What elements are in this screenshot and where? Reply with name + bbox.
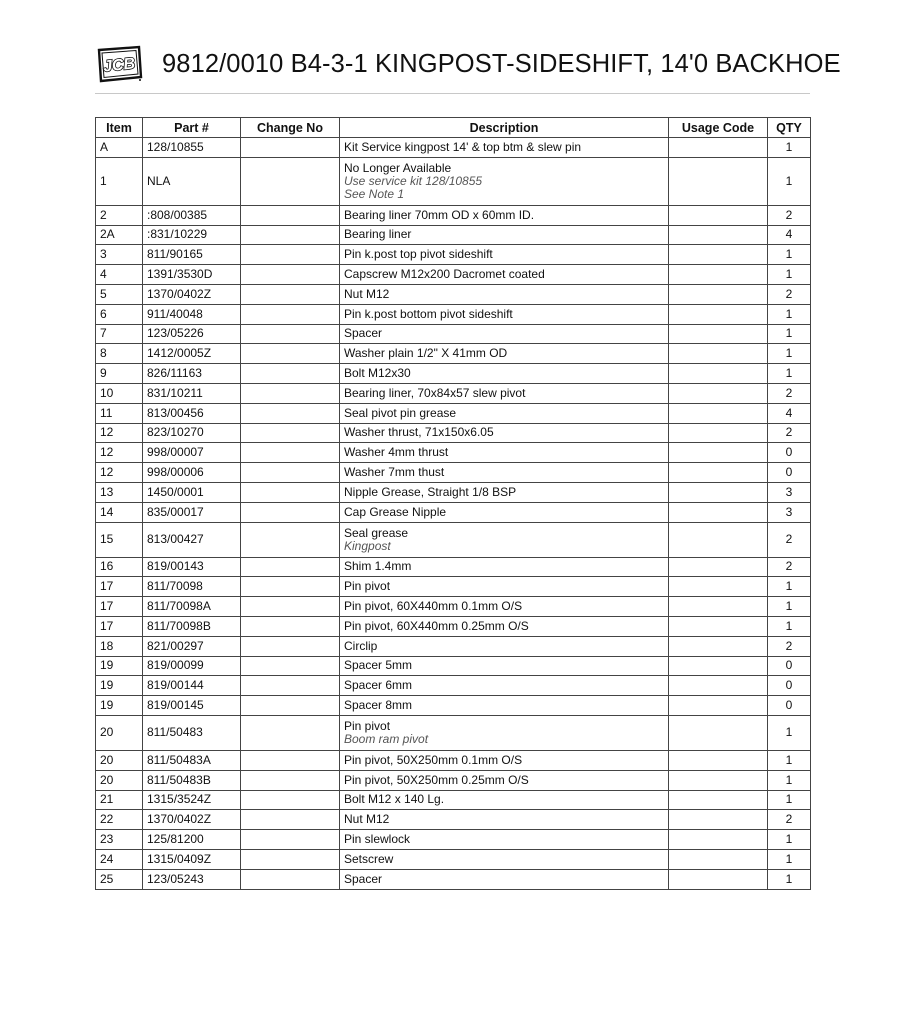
cell-item: 16 xyxy=(96,557,143,577)
cell-qty: 1 xyxy=(768,715,811,750)
cell-part-number: 911/40048 xyxy=(143,304,241,324)
cell-qty: 1 xyxy=(768,790,811,810)
table-row xyxy=(96,482,811,502)
cell-change-no xyxy=(241,656,340,676)
cell-part-number: 1391/3530D xyxy=(143,265,241,285)
page-title: 9812/0010 B4-3-1 KINGPOST-SIDESHIFT, 14'0 BACKHOE xyxy=(162,50,841,78)
cell-part-number: 125/81200 xyxy=(143,830,241,850)
cell-usage-code xyxy=(669,265,768,285)
cell-part-number: 811/90165 xyxy=(143,245,241,265)
parts-table-body xyxy=(96,138,811,890)
cell-usage-code xyxy=(669,463,768,483)
cell-item: 9 xyxy=(96,364,143,384)
description-text: Seal grease xyxy=(344,525,409,540)
description-text: Capscrew M12x200 Dacromet coated xyxy=(344,267,545,282)
cell-item: 1 xyxy=(96,157,143,205)
cell-item: 7 xyxy=(96,324,143,344)
table-header-row xyxy=(96,118,811,138)
cell-item: 15 xyxy=(96,522,143,557)
cell-item: 17 xyxy=(96,577,143,597)
table-row xyxy=(96,463,811,483)
cell-change-no xyxy=(241,443,340,463)
cell-description xyxy=(340,502,669,522)
description-text: Pin pivot, 60X440mm 0.1mm O/S xyxy=(344,599,523,614)
cell-description xyxy=(340,225,669,245)
table-row xyxy=(96,157,811,205)
cell-item: 24 xyxy=(96,849,143,869)
cell-usage-code xyxy=(669,403,768,423)
cell-item: 22 xyxy=(96,810,143,830)
cell-qty: 3 xyxy=(768,502,811,522)
cell-item: 2 xyxy=(96,205,143,225)
cell-description xyxy=(340,344,669,364)
cell-change-no xyxy=(241,157,340,205)
table-row xyxy=(96,676,811,696)
cell-description xyxy=(340,830,669,850)
cell-qty: 1 xyxy=(768,138,811,158)
cell-qty: 2 xyxy=(768,284,811,304)
cell-change-no xyxy=(241,324,340,344)
cell-description xyxy=(340,482,669,502)
cell-qty: 1 xyxy=(768,324,811,344)
table-row xyxy=(96,284,811,304)
cell-usage-code xyxy=(669,557,768,577)
cell-description xyxy=(340,656,669,676)
cell-qty: 4 xyxy=(768,225,811,245)
cell-item: 2A xyxy=(96,225,143,245)
description-text: Circlip xyxy=(344,638,378,653)
cell-usage-code xyxy=(669,696,768,716)
cell-part-number: 821/00297 xyxy=(143,636,241,656)
parts-table xyxy=(95,117,811,890)
cell-part-number: 1450/0001 xyxy=(143,482,241,502)
description-text: Setscrew xyxy=(344,851,394,866)
cell-change-no xyxy=(241,284,340,304)
table-row xyxy=(96,324,811,344)
cell-part-number: 123/05243 xyxy=(143,869,241,889)
cell-item: 23 xyxy=(96,830,143,850)
description-text: Washer thrust, 71x150x6.05 xyxy=(344,425,494,440)
cell-usage-code xyxy=(669,364,768,384)
page-header xyxy=(95,44,841,94)
table-row xyxy=(96,715,811,750)
cell-usage-code xyxy=(669,157,768,205)
cell-qty: 1 xyxy=(768,265,811,285)
cell-qty: 2 xyxy=(768,636,811,656)
cell-item: 18 xyxy=(96,636,143,656)
table-row xyxy=(96,696,811,716)
cell-part-number: :831/10229 xyxy=(143,225,241,245)
cell-item: 6 xyxy=(96,304,143,324)
cell-item: 3 xyxy=(96,245,143,265)
cell-description xyxy=(340,265,669,285)
cell-qty: 1 xyxy=(768,304,811,324)
cell-item: 20 xyxy=(96,715,143,750)
column-header-usage-code: Usage Code xyxy=(669,118,768,138)
logo-text: JCB xyxy=(102,55,136,76)
cell-qty: 1 xyxy=(768,830,811,850)
table-row xyxy=(96,770,811,790)
cell-usage-code xyxy=(669,225,768,245)
cell-usage-code xyxy=(669,715,768,750)
cell-change-no xyxy=(241,830,340,850)
description-text: Nut M12 xyxy=(344,812,390,827)
cell-change-no xyxy=(241,869,340,889)
cell-item: 5 xyxy=(96,284,143,304)
cell-qty: 3 xyxy=(768,482,811,502)
description-text: Spacer xyxy=(344,871,383,886)
description-text: Washer 4mm thrust xyxy=(344,445,449,460)
cell-part-number: 813/00456 xyxy=(143,403,241,423)
cell-usage-code xyxy=(669,869,768,889)
cell-change-no xyxy=(241,616,340,636)
table-row xyxy=(96,265,811,285)
cell-description xyxy=(340,522,669,557)
cell-change-no xyxy=(241,790,340,810)
description-text: Nut M12 xyxy=(344,286,390,301)
cell-usage-code xyxy=(669,750,768,770)
cell-change-no xyxy=(241,696,340,716)
cell-description xyxy=(340,138,669,158)
cell-description xyxy=(340,304,669,324)
cell-change-no xyxy=(241,245,340,265)
description-text: Seal pivot pin grease xyxy=(344,405,457,420)
table-row xyxy=(96,403,811,423)
cell-usage-code xyxy=(669,770,768,790)
cell-change-no xyxy=(241,557,340,577)
description-text: Pin k.post top pivot sideshift xyxy=(344,247,493,262)
cell-change-no xyxy=(241,304,340,324)
cell-description xyxy=(340,443,669,463)
cell-qty: 2 xyxy=(768,557,811,577)
cell-part-number: 811/50483B xyxy=(143,770,241,790)
cell-qty: 1 xyxy=(768,869,811,889)
cell-part-number: 1412/0005Z xyxy=(143,344,241,364)
cell-part-number: 819/00099 xyxy=(143,656,241,676)
table-row xyxy=(96,423,811,443)
cell-change-no xyxy=(241,770,340,790)
cell-usage-code xyxy=(669,284,768,304)
cell-description xyxy=(340,849,669,869)
cell-part-number: 1315/3524Z xyxy=(143,790,241,810)
description-note: See Note 1 xyxy=(344,186,405,201)
description-text: Pin pivot, 50X250mm 0.1mm O/S xyxy=(344,752,523,767)
table-row xyxy=(96,636,811,656)
cell-item: 17 xyxy=(96,597,143,617)
cell-description xyxy=(340,423,669,443)
cell-description xyxy=(340,284,669,304)
table-row xyxy=(96,577,811,597)
table-row xyxy=(96,443,811,463)
description-text: Bearing liner 70mm OD x 60mm ID. xyxy=(344,207,535,222)
cell-qty: 0 xyxy=(768,696,811,716)
cell-change-no xyxy=(241,849,340,869)
cell-description xyxy=(340,383,669,403)
cell-part-number: 813/00427 xyxy=(143,522,241,557)
table-row xyxy=(96,383,811,403)
cell-usage-code xyxy=(669,423,768,443)
table-row xyxy=(96,502,811,522)
cell-qty: 1 xyxy=(768,750,811,770)
cell-item: 12 xyxy=(96,463,143,483)
cell-qty: 1 xyxy=(768,364,811,384)
cell-part-number: 1315/0409Z xyxy=(143,849,241,869)
cell-part-number: 811/50483A xyxy=(143,750,241,770)
cell-qty: 4 xyxy=(768,403,811,423)
cell-part-number: 811/70098A xyxy=(143,597,241,617)
description-text: Pin slewlock xyxy=(344,832,411,846)
table-row xyxy=(96,616,811,636)
cell-description xyxy=(340,245,669,265)
header-divider xyxy=(95,93,810,94)
column-header-part: Part # xyxy=(143,118,241,138)
cell-description xyxy=(340,557,669,577)
cell-usage-code xyxy=(669,443,768,463)
description-text: Shim 1.4mm xyxy=(344,559,412,574)
cell-item: A xyxy=(96,138,143,158)
cell-item: 13 xyxy=(96,482,143,502)
cell-item: 19 xyxy=(96,656,143,676)
cell-item: 10 xyxy=(96,383,143,403)
cell-change-no xyxy=(241,383,340,403)
cell-usage-code xyxy=(669,656,768,676)
cell-usage-code xyxy=(669,830,768,850)
cell-qty: 2 xyxy=(768,522,811,557)
table-row xyxy=(96,225,811,245)
column-header-qty: QTY xyxy=(768,118,811,138)
table-row xyxy=(96,205,811,225)
cell-change-no xyxy=(241,522,340,557)
cell-description xyxy=(340,403,669,423)
cell-qty: 1 xyxy=(768,597,811,617)
cell-usage-code xyxy=(669,577,768,597)
description-text: Bolt M12 x 140 Lg. xyxy=(344,792,445,807)
cell-part-number: 1370/0402Z xyxy=(143,810,241,830)
cell-change-no xyxy=(241,403,340,423)
cell-part-number: 123/05226 xyxy=(143,324,241,344)
cell-part-number: NLA xyxy=(143,157,241,205)
cell-qty: 1 xyxy=(768,770,811,790)
cell-usage-code xyxy=(669,597,768,617)
cell-qty: 1 xyxy=(768,344,811,364)
cell-usage-code xyxy=(669,502,768,522)
table-row xyxy=(96,656,811,676)
cell-change-no xyxy=(241,482,340,502)
cell-item: 14 xyxy=(96,502,143,522)
cell-change-no xyxy=(241,138,340,158)
description-text: Bolt M12x30 xyxy=(344,366,411,381)
description-text: Pin pivot, 60X440mm 0.25mm O/S xyxy=(344,618,529,633)
cell-change-no xyxy=(241,364,340,384)
cell-description xyxy=(340,205,669,225)
cell-description xyxy=(340,696,669,716)
cell-part-number: 998/00006 xyxy=(143,463,241,483)
cell-qty: 2 xyxy=(768,383,811,403)
cell-usage-code xyxy=(669,790,768,810)
cell-item: 8 xyxy=(96,344,143,364)
cell-part-number: 811/70098B xyxy=(143,616,241,636)
cell-change-no xyxy=(241,344,340,364)
table-row xyxy=(96,557,811,577)
table-row xyxy=(96,344,811,364)
cell-qty: 0 xyxy=(768,443,811,463)
cell-item: 4 xyxy=(96,265,143,285)
cell-part-number: 819/00143 xyxy=(143,557,241,577)
cell-item: 12 xyxy=(96,423,143,443)
description-note: Boom ram pivot xyxy=(344,731,429,746)
cell-qty: 0 xyxy=(768,656,811,676)
cell-description xyxy=(340,616,669,636)
description-text: Washer 7mm thust xyxy=(344,465,445,480)
cell-qty: 2 xyxy=(768,205,811,225)
cell-part-number: 823/10270 xyxy=(143,423,241,443)
description-text: Spacer 8mm xyxy=(344,698,413,713)
description-text: Spacer 6mm xyxy=(344,678,413,693)
cell-description xyxy=(340,715,669,750)
description-text: Pin k.post bottom pivot sideshift xyxy=(344,306,513,321)
table-row xyxy=(96,304,811,324)
cell-item: 21 xyxy=(96,790,143,810)
cell-item: 20 xyxy=(96,750,143,770)
cell-change-no xyxy=(241,423,340,443)
cell-change-no xyxy=(241,750,340,770)
column-header-change-no: Change No xyxy=(241,118,340,138)
cell-description xyxy=(340,770,669,790)
cell-part-number: 831/10211 xyxy=(143,383,241,403)
table-row xyxy=(96,597,811,617)
description-text: Pin pivot xyxy=(344,718,391,733)
table-row xyxy=(96,790,811,810)
cell-description xyxy=(340,636,669,656)
description-text: Cap Grease Nipple xyxy=(344,504,447,519)
column-header-description: Description xyxy=(340,118,669,138)
cell-usage-code xyxy=(669,616,768,636)
description-text: Pin pivot xyxy=(344,579,391,594)
cell-qty: 1 xyxy=(768,849,811,869)
cell-usage-code xyxy=(669,344,768,364)
cell-usage-code xyxy=(669,849,768,869)
cell-part-number: :808/00385 xyxy=(143,205,241,225)
cell-part-number: 998/00007 xyxy=(143,443,241,463)
cell-usage-code xyxy=(669,324,768,344)
table-row xyxy=(96,364,811,384)
cell-change-no xyxy=(241,810,340,830)
cell-usage-code xyxy=(669,304,768,324)
cell-usage-code xyxy=(669,383,768,403)
table-row xyxy=(96,750,811,770)
cell-description xyxy=(340,157,669,205)
description-text: No Longer Available xyxy=(344,160,452,175)
cell-description xyxy=(340,676,669,696)
cell-change-no xyxy=(241,205,340,225)
cell-usage-code xyxy=(669,205,768,225)
cell-qty: 1 xyxy=(768,245,811,265)
cell-description xyxy=(340,790,669,810)
cell-change-no xyxy=(241,577,340,597)
cell-qty: 0 xyxy=(768,463,811,483)
table-row xyxy=(96,522,811,557)
description-text: Nipple Grease, Straight 1/8 BSP xyxy=(344,484,517,499)
cell-change-no xyxy=(241,225,340,245)
cell-usage-code xyxy=(669,138,768,158)
cell-usage-code xyxy=(669,636,768,656)
cell-description xyxy=(340,577,669,597)
cell-part-number: 1370/0402Z xyxy=(143,284,241,304)
cell-part-number: 819/00144 xyxy=(143,676,241,696)
cell-usage-code xyxy=(669,676,768,696)
cell-qty: 2 xyxy=(768,423,811,443)
cell-description xyxy=(340,597,669,617)
cell-part-number: 811/50483 xyxy=(143,715,241,750)
description-text: Spacer 5mm xyxy=(344,658,413,673)
cell-change-no xyxy=(241,265,340,285)
cell-item: 25 xyxy=(96,869,143,889)
jcb-logo xyxy=(95,44,143,84)
cell-description xyxy=(340,869,669,889)
cell-qty: 1 xyxy=(768,577,811,597)
cell-change-no xyxy=(241,502,340,522)
cell-part-number: 819/00145 xyxy=(143,696,241,716)
cell-item: 17 xyxy=(96,616,143,636)
cell-description xyxy=(340,810,669,830)
description-text: Pin pivot, 50X250mm 0.25mm O/S xyxy=(344,772,529,787)
table-row xyxy=(96,138,811,158)
description-text: Washer plain 1/2" X 41mm OD xyxy=(344,346,508,361)
table-row xyxy=(96,245,811,265)
cell-part-number: 835/00017 xyxy=(143,502,241,522)
description-text: Kit Service kingpost 14' & top btm & slew pin xyxy=(344,139,582,154)
cell-description xyxy=(340,750,669,770)
cell-item: 12 xyxy=(96,443,143,463)
cell-change-no xyxy=(241,676,340,696)
table-row xyxy=(96,849,811,869)
cell-part-number: 826/11163 xyxy=(143,364,241,384)
cell-usage-code xyxy=(669,482,768,502)
cell-description xyxy=(340,364,669,384)
column-header-item: Item xyxy=(96,118,143,138)
cell-item: 20 xyxy=(96,770,143,790)
cell-part-number: 811/70098 xyxy=(143,577,241,597)
cell-change-no xyxy=(241,597,340,617)
description-text: Bearing liner xyxy=(344,227,412,242)
cell-usage-code xyxy=(669,245,768,265)
cell-qty: 2 xyxy=(768,810,811,830)
cell-description xyxy=(340,324,669,344)
cell-part-number: 128/10855 xyxy=(143,138,241,158)
cell-item: 19 xyxy=(96,696,143,716)
cell-change-no xyxy=(241,463,340,483)
cell-item: 11 xyxy=(96,403,143,423)
description-note: Kingpost xyxy=(344,538,391,553)
table-row xyxy=(96,810,811,830)
cell-qty: 1 xyxy=(768,616,811,636)
cell-qty: 1 xyxy=(768,157,811,205)
cell-item: 19 xyxy=(96,676,143,696)
cell-change-no xyxy=(241,636,340,656)
description-text: Spacer xyxy=(344,326,383,341)
cell-qty: 0 xyxy=(768,676,811,696)
cell-usage-code xyxy=(669,522,768,557)
table-row xyxy=(96,830,811,850)
table-row xyxy=(96,869,811,889)
cell-change-no xyxy=(241,715,340,750)
description-text: Bearing liner, 70x84x57 slew pivot xyxy=(344,385,526,400)
cell-usage-code xyxy=(669,810,768,830)
description-note: Use service kit 128/10855 xyxy=(344,173,483,188)
cell-description xyxy=(340,463,669,483)
